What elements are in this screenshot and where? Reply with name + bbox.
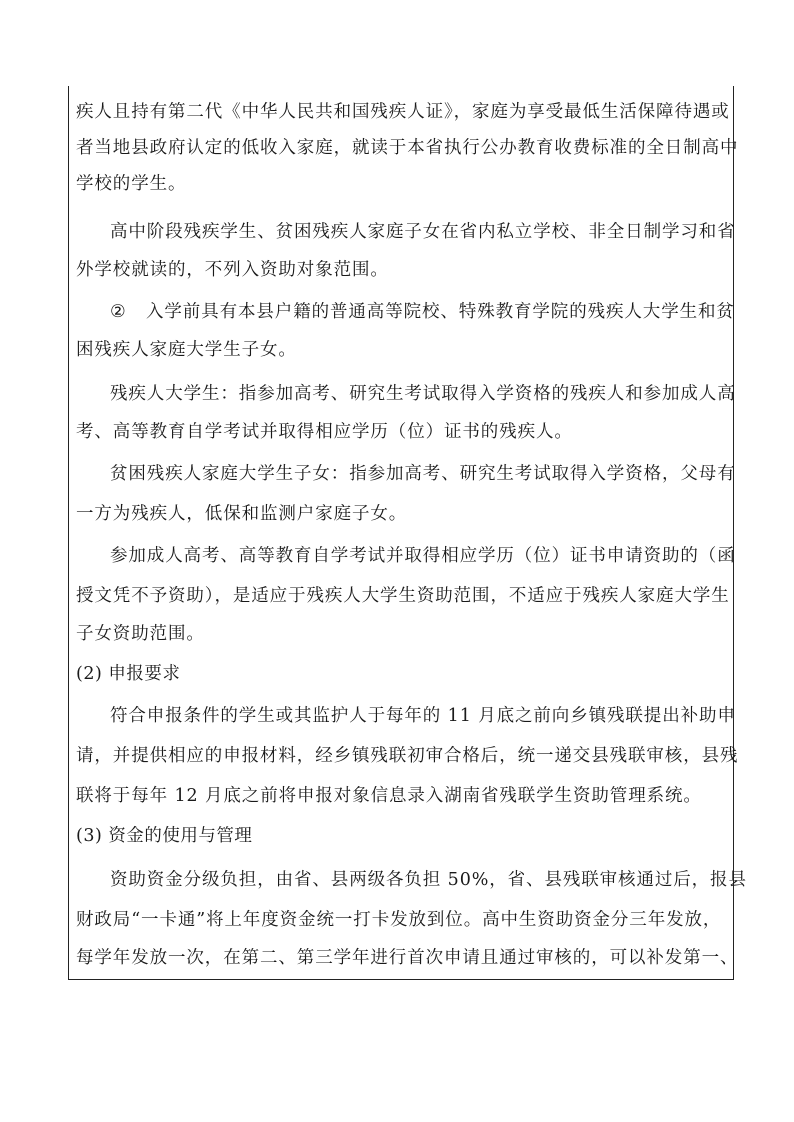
section-heading: (3) 资金的使用与管理 bbox=[76, 826, 253, 846]
list-marker: ② bbox=[110, 302, 127, 322]
paragraph-line: 学校的学生。 bbox=[76, 174, 187, 194]
paragraph-line: 一方为残疾人，低保和监测户家庭子女。 bbox=[76, 504, 408, 524]
paragraph-line: 考、高等教育自学考试并取得相应学历（位）证书的残疾人。 bbox=[76, 422, 573, 442]
section-heading: (2) 申报要求 bbox=[76, 664, 181, 684]
paragraph-line: 贫困残疾人家庭大学生子女：指参加高考、研究生考试取得入学资格，父母有 bbox=[110, 464, 736, 484]
paragraph-line: 授文凭不予资助），是适应于残疾人大学生资助范围，不适应于残疾人家庭大学生 bbox=[76, 586, 730, 606]
paragraph-line: 请，并提供相应的申报材料，经乡镇残联初审合格后，统一递交县残联审核，县残 bbox=[76, 746, 739, 766]
paragraph-line: 符合申报条件的学生或其监护人于每年的 11 月底之前向乡镇残联提出补助申 bbox=[110, 706, 736, 726]
paragraph-line: 参加成人高考、高等教育自学考试并取得相应学历（位）证书申请资助的（函 bbox=[110, 546, 736, 566]
paragraph-line: 子女资助范围。 bbox=[76, 624, 205, 644]
paragraph-line: 资助资金分级负担，由省、县两级各负担 50%，省、县残联审核通过后，报县 bbox=[110, 870, 747, 890]
paragraph-line: 者当地县政府认定的低收入家庭，就读于本省执行公办教育收费标准的全日制高中 bbox=[76, 138, 739, 158]
paragraph-line: 疾人且持有第二代《中华人民共和国残疾人证》，家庭为享受最低生活保障待遇或 bbox=[76, 102, 730, 122]
paragraph-line: 每学年发放一次，在第二、第三学年进行首次申请且通过审核的，可以补发第一、 bbox=[76, 948, 739, 968]
paragraph-line: 困残疾人家庭大学生子女。 bbox=[76, 340, 297, 360]
paragraph-line: 高中阶段残疾学生、贫困残疾人家庭子女在省内私立学校、非全日制学习和省 bbox=[110, 222, 736, 242]
paragraph-line: 残疾人大学生：指参加高考、研究生考试取得入学资格的残疾人和参加成人高 bbox=[110, 384, 736, 404]
paragraph-line: 外学校就读的，不列入资助对象范围。 bbox=[76, 260, 389, 280]
paragraph-line: 入学前具有本县户籍的普通高等院校、特殊教育学院的残疾人大学生和贫 bbox=[146, 302, 735, 322]
paragraph-line: 联将于每年 12 月底之前将申报对象信息录入湖南省残联学生资助管理系统。 bbox=[76, 786, 702, 806]
paragraph-line: 财政局“一卡通”将上年度资金统一打卡发放到位。高中生资助资金分三年发放， bbox=[76, 910, 722, 930]
